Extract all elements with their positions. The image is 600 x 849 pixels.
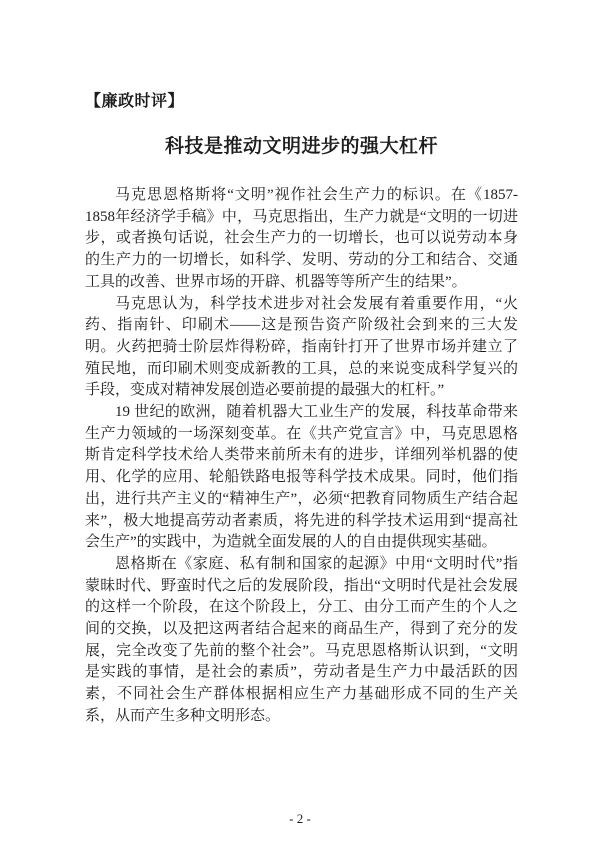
category-label: 【廉政时评】 [85, 93, 185, 110]
body-text [85, 185, 518, 728]
page-title: 科技是推动文明进步的强大杠杆 [164, 136, 438, 157]
body-paragraph: 恩格斯在《家庭、私有制和国家的起源》中用“文明时代”指蒙昧时代、野蛮时代之后的发展阶段，指出“文明时代是社会发展的这样一个阶段，在这个阶段上，分工、由分工而产生的个人之间的交换，以及把这两者结合起来的商品生产，得到了充分的发展，完全改变了先前的整个社会”。马克思恩格斯认识到，“文明是实践的事情，是社会的素质”，劳动者是生产力中最活跃的因素，不同社会生产群体根据相应生产力基础形成不同的生产关系，从而产生多种文明形态。 [85, 555, 518, 724]
body-paragraph: 马克思恩格斯将“文明”视作社会生产力的标识。在《1857-1858年经济学手稿》中，马克思指出，生产力就是“文明的一切进步，或者换句话说，社会生产力的一切增长，也可以说劳动本身的生产力的一切增长，如科学、发明、劳动的分工和结合、交通工具的改善、世界市场的开辟、机器等等所产生的结果”。 [85, 187, 518, 290]
page-content [85, 88, 518, 728]
body-paragraph: 19 世纪的欧洲，随着机器大工业生产的发展，科技革命带来生产力领域的一场深刻变革。在《共产党宣言》中，马克思恩格斯肯定科学技术给人类带来前所未有的进步，详细列举机器的使用、化学的应用、轮船铁路电报等科学技术成果。同时，他们指出，进行共产主义的“精神生产”，必须“把教育同物质生产结合起来”，极大地提高劳动者素质，将先进的科学技术运用到“提高社会生产”的实践中，为造就全面发展的人的自由提供现实基础。 [85, 404, 518, 551]
page-number: - 2 - [289, 811, 311, 826]
body-paragraph: 马克思认为，科学技术进步对社会发展有着重要作用，“火药、指南针、印刷术——这是预告资产阶级社会到来的三大发明。火药把骑士阶层炸得粉碎，指南针打开了世界市场并建立了殖民地，而印刷术则变成新教的工具，总的来说变成科学复兴的手段，变成对精神发展创造必要前提的最强大的杠杆。” [85, 295, 518, 399]
